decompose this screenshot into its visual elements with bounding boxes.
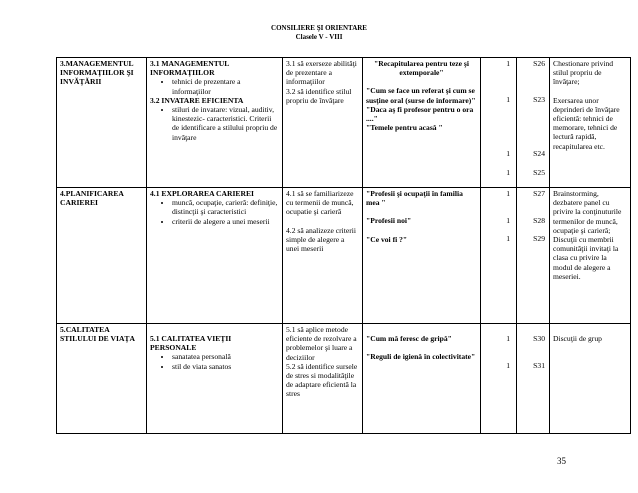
module-cell: 3.MANAGEMENTUL INFORMAŢIILOR ŞI INVĂŢĂRII [57, 58, 147, 188]
hours-cell [481, 324, 517, 434]
codes-cell [517, 324, 550, 434]
list-item: • stiluri de invatare: vizual, auditiv, kinestezic- caracteristici. Criterii de identificare a stilului propriu de invăţare [172, 105, 279, 142]
unit-title: 5.1 CALITATEA VIEŢII PERSONALE [150, 334, 232, 353]
list-item: • sanatatea personală [172, 352, 279, 361]
codes-cell [517, 58, 550, 188]
curriculum-table [56, 57, 631, 434]
session-code: S27 [533, 189, 545, 198]
list-item: • criterii de alegere a unei meserii [172, 217, 279, 226]
hour-value: 1 [506, 59, 510, 68]
topic: "Profesii şi ocupaţii în familia mea " [366, 189, 463, 208]
units-cell [147, 188, 283, 324]
hour-value: 1 [506, 189, 510, 198]
activities-cell [550, 324, 631, 434]
activity: Chestionare privind stilul propriu de învăţare; [553, 59, 614, 87]
unit-title: 4.1 EXPLORAREA CARIEREI [150, 189, 255, 198]
units-cell [147, 58, 283, 188]
topic: "Cum se face un referat şi cum se susţine oral (surse de informare)" [366, 86, 476, 105]
unit-title: 3.1 MANAGEMENTUL INFORMAŢIILOR [150, 59, 229, 78]
objectives-cell [283, 58, 363, 188]
unit-list [150, 105, 279, 142]
activity: Discuţii de grup [553, 334, 602, 343]
objective: 4.1 să se familiarizeze cu termenii de muncă, ocupatie şi carieră [286, 189, 354, 217]
activities-cell [550, 188, 631, 324]
hour-value: 1 [506, 334, 510, 343]
codes-cell [517, 188, 550, 324]
unit-list [150, 352, 279, 370]
hour-value: 1 [506, 234, 510, 244]
session-code: S30 [533, 334, 545, 343]
objective: 4.2 să analizeze criterii simple de alegere a unei meserii [286, 225, 356, 254]
objective: 5.1 să aplice metode eficiente de rezolvare a problemelor şi luare a deciziilor [286, 325, 357, 362]
document-title: CONSILIERE ŞI ORIENTARE [271, 24, 367, 32]
hour-value: 1 [506, 149, 510, 159]
topic: "Daca aş fi profesor pentru o ora ...." [366, 104, 474, 124]
topics-cell [363, 188, 481, 324]
session-code: S29 [533, 234, 545, 244]
units-cell [147, 324, 283, 434]
objectives-cell [283, 188, 363, 324]
objectives-cell [283, 324, 363, 434]
hour-value: 1 [506, 167, 510, 177]
topic: "Ce voi fi ?" [366, 234, 408, 244]
session-code: S31 [533, 361, 545, 371]
hour-value: 1 [506, 361, 510, 371]
document-header [0, 24, 638, 42]
table-row [57, 324, 631, 434]
objective: 3.2 să identifice stilul propriu de învăţare [286, 86, 352, 105]
module-cell: 4.PLANIFICAREA CARIEREI [57, 188, 147, 324]
page-number: 35 [557, 456, 566, 466]
topic: "Reguli de igienă în colectivitate" [366, 352, 476, 362]
document-subtitle: Clasele V - VIII [295, 33, 343, 41]
module-cell: 5.CALITATEA STILULUI DE VIAŢA [57, 324, 147, 434]
activity: Discuţii cu membrii comunităţii invitaţi la clasa cu privire la modul de alegere a meseriei. [553, 235, 619, 281]
session-code: S26 [533, 59, 545, 68]
session-code: S25 [533, 167, 545, 177]
table-row [57, 188, 631, 324]
hour-value: 1 [506, 95, 510, 105]
topic: "Cum mă feresc de gripă" [366, 334, 452, 343]
activity: Brainstorming, dezbatere panel cu privire la conţinuturile termenilor de muncă, ocupaţie şi carieră; [553, 189, 622, 235]
activities-cell [550, 58, 631, 188]
list-item: • tehnici de prezentare a informaţiilor [172, 77, 279, 95]
session-code: S28 [533, 216, 545, 226]
unit-list [150, 77, 279, 95]
topic: "Temele pentru acasă " [366, 123, 443, 133]
hour-value: 1 [506, 216, 510, 226]
topics-cell [363, 58, 481, 188]
hours-cell [481, 188, 517, 324]
table-row [57, 58, 631, 188]
list-item: • stil de viata sanatos [172, 362, 279, 371]
list-item: • muncă, ocupaţie, carieră: definiţie, distincţii şi caracteristici [172, 198, 279, 216]
objective: 5.2 să identifice sursele de stres si modalităţile de adaptare eficientă la stres [286, 361, 358, 399]
activity: Exersarea unor deprinderi de învăţare eficientă: tehnici de memorare, tehnici de lectură rapidă, recapitularea etc. [553, 95, 620, 151]
topics-cell [363, 324, 481, 434]
session-code: S23 [533, 95, 545, 105]
unit-list [150, 198, 279, 226]
unit-title: 3.2 INVATARE EFICIENTA [150, 95, 244, 105]
objective: 3.1 să exerseze abilităţi de prezentare a informaţiilor [286, 59, 357, 87]
session-code: S24 [533, 149, 545, 159]
topic: "Profesii noi" [366, 216, 412, 226]
topic: "Recapitularea pentru teze şi extemporale" [374, 59, 469, 78]
hours-cell [481, 58, 517, 188]
